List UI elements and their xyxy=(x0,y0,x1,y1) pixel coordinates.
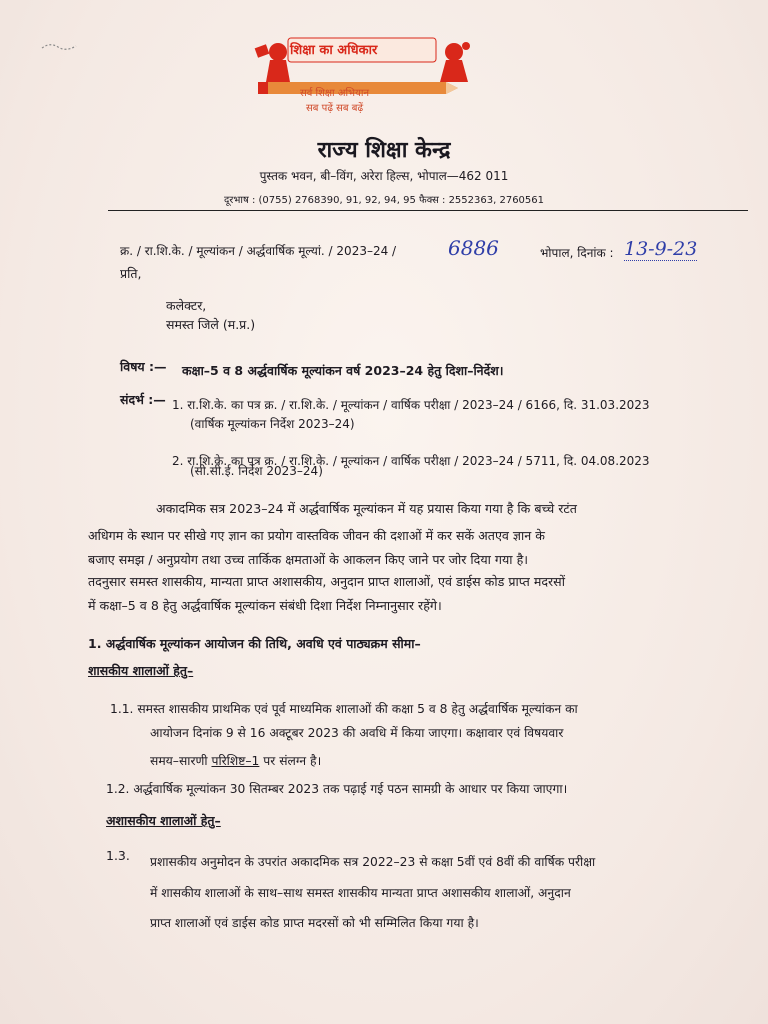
item-1-3-line-2: में शासकीय शालाओं के साथ–साथ समस्त शासकीय मान्यता प्राप्त अशासकीय शालाओं, अनुदान xyxy=(150,886,571,900)
to-label: प्रति, xyxy=(120,266,142,281)
annexure-1-link: परिशिष्ट–1 xyxy=(211,754,260,768)
reference-2-line-1: 2. रा.शि.के. का पत्र क्र. / रा.शि.के. / मूल्यांकन / वार्षिक परीक्षा / 2023–24 / 5711, दि. 04.08.2023 xyxy=(172,454,650,468)
letter-number-handwritten: 6886 xyxy=(448,236,499,260)
subject-label: विषय :— xyxy=(120,359,167,374)
paragraph-1-line-4: तदनुसार समस्त शासकीय, मान्यता प्राप्त अशासकीय, अनुदान प्राप्त शालाओं, एवं डाईस कोड प्राप्त मदरसों xyxy=(88,574,565,589)
item-1-2: 1.2. अर्द्धवार्षिक मूल्यांकन 30 सितम्बर 2023 तक पढ़ाई गई पठन सामग्री के आधार पर किया जाएगा। xyxy=(106,782,568,796)
reference-1-line-1: 1. रा.शि.के. का पत्र क्र. / रा.शि.के. / मूल्यांकन / वार्षिक परीक्षा / 2023–24 / 6166, दि. 31.03.2023 xyxy=(172,398,650,412)
logo-tagline-1: सर्व शिक्षा अभियान xyxy=(300,88,370,99)
logo-banner-text: शिक्षा का अधिकार xyxy=(290,43,378,58)
item-1-1-line-2: आयोजन दिनांक 9 से 16 अक्टूबर 2023 की अवधि में किया जाएगा। कक्षावार एवं विषयवार xyxy=(150,726,564,740)
section-1-heading: 1. अर्द्धवार्षिक मूल्यांकन आयोजन की तिथि, अवधि एवं पाठ्यक्रम सीमा– xyxy=(88,636,421,651)
org-address: पुस्तक भवन, बी–विंग, अरेरा हिल्स, भोपाल—462 011 xyxy=(259,169,509,183)
item-1-3-line-1: प्रशासकीय अनुमोदन के उपरांत अकादमिक सत्र 2022–23 से कक्षा 5वीं एवं 8वीं की वार्षिक परीक्षा xyxy=(150,855,596,869)
private-schools-heading: अशासकीय शालाओं हेतु– xyxy=(106,813,221,828)
item-1-1-line-1: 1.1. समस्त शासकीय प्राथमिक एवं पूर्व माध्यमिक शालाओं की कक्षा 5 व 8 हेतु अर्द्धवार्षिक मूल्यांकन का xyxy=(110,702,578,716)
org-phone-fax: दूरभाष : (0755) 2768390, 91, 92, 94, 95 फैक्स : 2552363, 2760561 xyxy=(223,195,545,206)
references-label: संदर्भ :— xyxy=(120,392,166,407)
subject-text: कक्षा–5 व 8 अर्द्धवार्षिक मूल्यांकन वर्ष 2023–24 हेतु दिशा–निर्देश। xyxy=(182,363,504,378)
government-schools-heading: शासकीय शालाओं हेतु– xyxy=(88,663,194,678)
reference-2-line-2: (सी.सी.ई. निर्देश 2023–24) xyxy=(190,464,323,478)
item-1-3-line-3: प्राप्त शालाओं एवं डाईस कोड प्राप्त मदरसों को भी सम्मिलित किया गया है। xyxy=(150,916,479,930)
reference-1-line-2: (वार्षिक मूल्यांकन निर्देश 2023–24) xyxy=(190,417,355,431)
ink-smudge xyxy=(40,40,80,54)
org-name: राज्य शिक्षा केन्द्र xyxy=(317,138,451,163)
paragraph-1-line-5: में कक्षा–5 व 8 हेतु अर्द्धवार्षिक मूल्यांकन संबंधी दिशा निर्देश निम्नानुसार रहेंगे। xyxy=(88,598,442,613)
place-date-label: भोपाल, दिनांक : xyxy=(540,246,614,260)
paragraph-1-line-3: बजाए समझ / अनुप्रयोग तथा उच्च तार्किक क्षमताओं के आकलन किए जाने पर जोर दिया गया है। xyxy=(88,552,529,567)
logo-tagline-2: सब पढ़ें सब बढ़ें xyxy=(306,103,364,114)
date-handwritten: 13-9-23 xyxy=(624,238,698,260)
recipient-line-1: कलेक्टर, xyxy=(166,298,207,313)
recipient-line-2: समस्त जिले (म.प्र.) xyxy=(166,317,256,332)
header-divider xyxy=(108,210,748,211)
letter-number-prefix: क्र. / रा.शि.के. / मूल्यांकन / अर्द्धवार्षिक मूल्यां. / 2023–24 / xyxy=(120,244,397,258)
item-1-1-line-3 xyxy=(150,752,321,769)
item-1-1-line-3-post: पर संलग्न है। xyxy=(259,754,322,768)
paragraph-1-line-2: अधिगम के स्थान पर सीखे गए ज्ञान का प्रयोग वास्तविक जीवन की दशाओं में कर सकें अतएव ज्ञान के xyxy=(88,528,545,543)
paragraph-1-line-1: अकादमिक सत्र 2023–24 में अर्द्धवार्षिक मूल्यांकन में यह प्रयास किया गया है कि बच्चे रटंत xyxy=(156,501,577,516)
item-1-3-number: 1.3. xyxy=(106,848,130,863)
item-1-1-line-3-pre: समय–सारणी xyxy=(150,754,212,768)
